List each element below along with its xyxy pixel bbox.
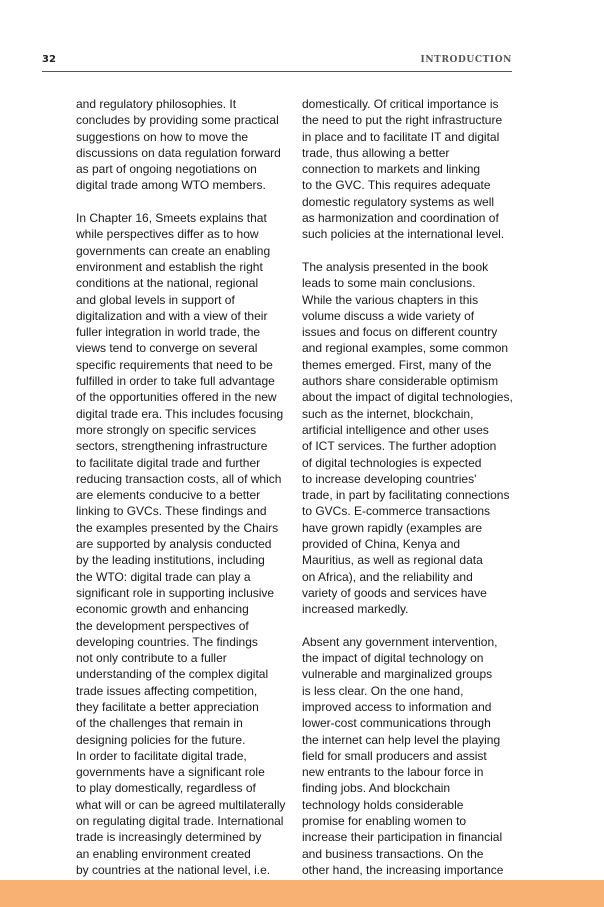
text-line: discussions on data regulation forward <box>76 145 281 160</box>
text-line: increase their participation in financial <box>302 830 503 845</box>
text-line: issues and focus on different country <box>302 325 498 340</box>
text-line: developing countries. The findings <box>76 634 258 649</box>
text-line: economic growth and enhancing <box>76 602 249 617</box>
text-line: finding jobs. And blockchain <box>302 781 451 796</box>
text-line: what will or can be agreed multilaterally <box>76 797 286 812</box>
text-line: fulfilled in order to take full advantage <box>76 374 275 389</box>
text-line: conditions at the national, regional <box>76 276 259 291</box>
text-line: leads to some main conclusions. <box>302 276 476 291</box>
text-line: sectors, strengthening infrastructure <box>76 439 268 454</box>
text-line: trade, in part by facilitating connections <box>302 488 510 503</box>
paragraph-break <box>76 194 301 210</box>
text-line: governments can create an enabling <box>76 243 271 258</box>
text-line: other hand, the increasing importance <box>302 862 504 877</box>
text-line: Mauritius, as well as regional data <box>302 553 483 568</box>
text-line: vulnerable and marginalized groups <box>302 667 493 682</box>
paragraph-break <box>302 618 527 634</box>
text-line: the WTO: digital trade can play a <box>76 569 251 584</box>
text-line: environment and establish the right <box>76 259 263 274</box>
text-line: digital trade among WTO members. <box>76 178 266 193</box>
text-line: such policies at the international level. <box>302 227 505 242</box>
text-line: Absent any government intervention, <box>302 634 498 649</box>
text-line: trade, thus allowing a better <box>302 145 450 160</box>
text-line: as part of ongoing negotiations on <box>76 162 257 177</box>
text-line: technology holds considerable <box>302 797 464 812</box>
text-line: In order to facilitate digital trade, <box>76 748 247 763</box>
text-line: significant role in supporting inclusive <box>76 585 275 600</box>
text-line: to the GVC. This requires adequate <box>302 178 491 193</box>
text-line: increased markedly. <box>302 602 409 617</box>
text-line: the impact of digital technology on <box>302 651 484 666</box>
text-line: improved access to information and <box>302 699 492 714</box>
text-line: of the challenges that remain in <box>76 716 243 731</box>
text-line: to play domestically, regardless of <box>76 781 256 796</box>
text-line: domestically. Of critical importance is <box>302 97 499 111</box>
text-line: provided of China, Kenya and <box>302 537 461 552</box>
text-line: In Chapter 16, Smeets explains that <box>76 211 267 226</box>
text-line: new entrants to the labour force in <box>302 765 484 780</box>
text-line: concludes by providing some practical <box>76 113 279 128</box>
text-line: more strongly on specific services <box>76 422 257 437</box>
text-line: connection to markets and linking <box>302 162 481 177</box>
text-line: is less clear. On the one hand, <box>302 683 464 698</box>
page-number: 32 <box>42 54 56 65</box>
paragraph-break <box>302 243 527 259</box>
text-line: lower-cost communications through <box>302 716 491 731</box>
footer-color-band <box>0 880 604 907</box>
header-divider <box>42 71 512 72</box>
text-line: While the various chapters in this <box>302 292 479 307</box>
text-line: designing policies for the future. <box>76 732 246 747</box>
text-line: linking to GVCs. These findings and <box>76 504 267 519</box>
text-line: are elements conducive to a better <box>76 488 261 503</box>
text-line: the need to put the right infrastructure <box>302 113 503 128</box>
text-line: to facilitate digital trade and further <box>76 455 261 470</box>
text-line: the internet can help level the playing <box>302 732 501 747</box>
text-line: and regulatory philosophies. It <box>76 97 237 111</box>
text-line: by the leading institutions, including <box>76 553 265 568</box>
text-line: not only contribute to a fuller <box>76 651 227 666</box>
text-line: to increase developing countries' <box>302 471 477 486</box>
text-line: an enabling environment created <box>76 846 251 861</box>
text-line: and regional examples, some common <box>302 341 509 356</box>
text-line: such as the internet, blockchain, <box>302 406 474 421</box>
text-line: promise for enabling women to <box>302 814 467 829</box>
text-line: the development perspectives of <box>76 618 249 633</box>
text-line: while perspectives differ as to how <box>76 227 259 242</box>
text-line: are supported by analysis conducted <box>76 537 272 552</box>
text-line: to GVCs. E-commerce transactions <box>302 504 491 519</box>
text-line: by countries at the national level, i.e. <box>76 862 271 877</box>
text-line: on Africa), and the reliability and <box>302 569 473 584</box>
text-line: views tend to converge on several <box>76 341 258 356</box>
text-line: authors share considerable optimism <box>302 374 499 389</box>
text-line: and global levels in support of <box>76 292 235 307</box>
text-line: trade issues affecting competition, <box>76 683 258 698</box>
text-line: in place and to facilitate IT and digital <box>302 129 500 144</box>
text-line: variety of goods and services have <box>302 585 487 600</box>
text-line: and business transactions. On the <box>302 846 484 861</box>
text-line: field for small producers and assist <box>302 748 487 763</box>
text-line: The analysis presented in the book <box>302 259 489 274</box>
text-line: reducing transaction costs, all of which <box>76 471 282 486</box>
text-line: about the impact of digital technologies, <box>302 390 513 405</box>
text-line: understanding of the complex digital <box>76 667 269 682</box>
text-column-right <box>302 96 527 878</box>
text-column-left <box>76 96 301 878</box>
text-line: as harmonization and coordination of <box>302 211 499 226</box>
text-line: suggestions on how to move the <box>76 129 249 144</box>
text-line: digitalization and with a view of their <box>76 308 268 323</box>
text-line: artificial intelligence and other uses <box>302 422 489 437</box>
text-line: trade is increasingly determined by <box>76 830 262 845</box>
text-line: specific requirements that need to be <box>76 357 273 372</box>
text-line: the examples presented by the Chairs <box>76 520 279 535</box>
text-line: on regulating digital trade. International <box>76 814 284 829</box>
text-line: of digital technologies is expected <box>302 455 482 470</box>
text-line: themes emerged. First, many of the <box>302 357 492 372</box>
text-line: of the opportunities offered in the new <box>76 390 277 405</box>
text-line: have grown rapidly (examples are <box>302 520 483 535</box>
running-header-title: INTRODUCTION <box>420 55 512 65</box>
text-line: domestic regulatory systems as well <box>302 194 495 209</box>
text-line: fuller integration in world trade, the <box>76 325 261 340</box>
text-line: of ICT services. The further adoption <box>302 439 497 454</box>
text-line: they facilitate a better appreciation <box>76 699 259 714</box>
text-line: volume discuss a wide variety of <box>302 308 475 323</box>
text-line: governments have a significant role <box>76 765 265 780</box>
text-line: digital trade era. This includes focusing <box>76 406 284 421</box>
